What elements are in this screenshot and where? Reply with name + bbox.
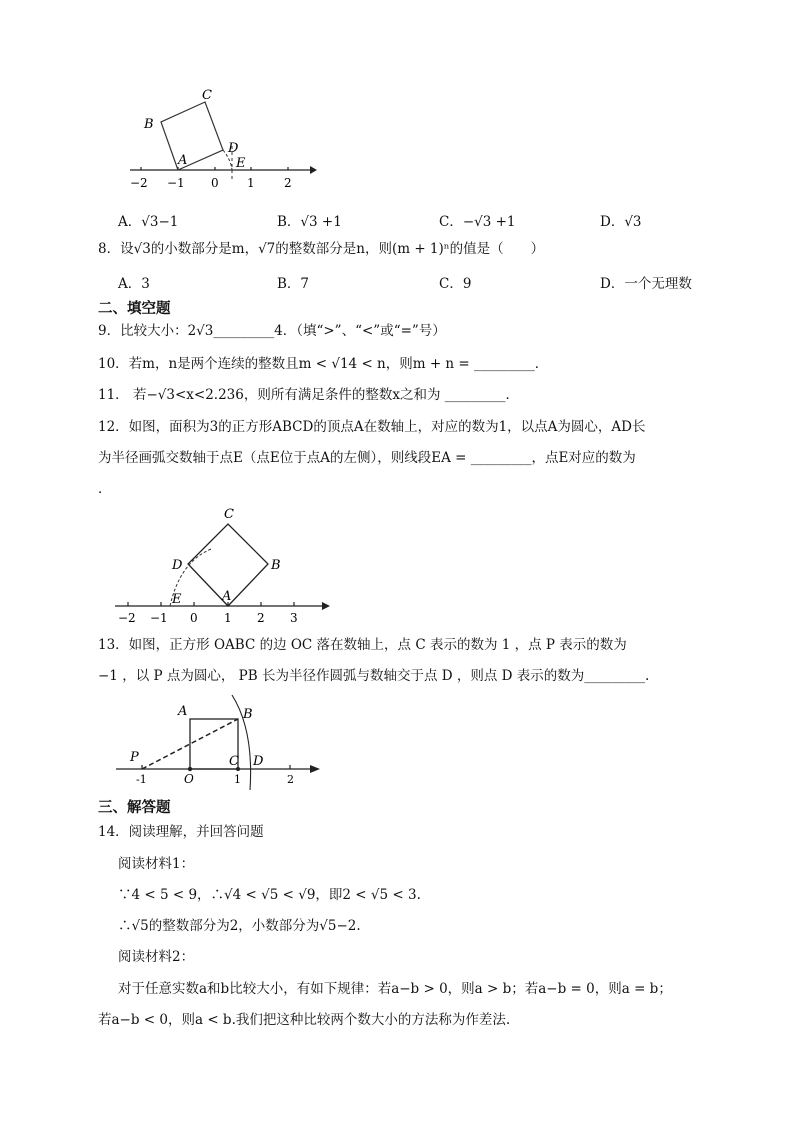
q14-title: 14．阅读理解，并回答问题 [98, 824, 264, 840]
section-heading-fill-blank: 二、填空题 [98, 300, 171, 317]
label-d: D [172, 558, 183, 573]
tick-label: −2 [118, 611, 136, 625]
q12-line2: 为半径画弧交数轴于点E（点E位于点A的左侧），则线段EA = _________，点E对应的数为 [98, 450, 636, 466]
q13-line2: −1 ，以 P 点为圆心， PB 长为半径作圆弧与数轴交于点 D ，则点 D 表示的数为_________. [98, 668, 650, 684]
tick-label: 0 [211, 176, 219, 190]
label-e: E [236, 156, 246, 171]
axis-arrow [322, 602, 330, 610]
q14-material1-title: 阅读材料1： [118, 856, 195, 872]
q12-line3: ． [98, 481, 112, 497]
label-b: B [144, 117, 154, 132]
label-d: D [253, 754, 264, 769]
q7-option-d: D．√3 [600, 214, 642, 230]
label-e: E [172, 592, 182, 607]
axis-arrow [310, 166, 317, 174]
label-a: A [178, 153, 188, 168]
label-c: C [229, 754, 239, 769]
tick-label: −2 [130, 176, 148, 190]
tick-label: 2 [257, 611, 265, 625]
tick-label: 0 [190, 611, 198, 625]
label-c: C [224, 507, 234, 522]
q10: 10．若m，n是两个连续的整数且m < √14 < n，则m + n = _________． [98, 356, 549, 372]
figure-q7 [125, 82, 325, 194]
q14-material2-line1: 对于任意实数a和b比较大小，有如下规律：若a−b > 0，则a > b；若a−b = 0，则a = b； [118, 981, 672, 997]
axis-arrow [310, 765, 320, 773]
q8-option-a: A．3 [118, 276, 150, 292]
q14-material1-line2: ∴√5的整数部分为2，小数部分为√5−2. [118, 918, 361, 934]
tick-label: -1 [136, 773, 147, 786]
q8-stem: 8．设√3的小数部分是m，√7的整数部分是n，则(m + 1)ⁿ的值是（ ） [98, 241, 545, 257]
q7-option-a: A．√3−1 [118, 214, 179, 230]
label-a: A [222, 589, 232, 604]
label-c: C [202, 88, 212, 103]
tick-label: 1 [247, 176, 255, 190]
q7-option-c: C．−√3 +1 [439, 214, 516, 230]
point-o [188, 767, 192, 771]
tick-label: 3 [290, 611, 298, 625]
label-p: P [130, 750, 139, 765]
section-heading-solve: 三、解答题 [98, 799, 171, 816]
q8-option-d: D．一个无理数 [600, 276, 692, 292]
q8-option-b: B．7 [277, 276, 310, 292]
tick-label: 2 [287, 773, 294, 786]
q7-option-b: B．√3 +1 [277, 214, 342, 230]
q13-line1: 13．如图，正方形 OABC 的边 OC 落在数轴上，点 C 表示的数为 1 ，点 P 表示的数为 [98, 637, 627, 653]
tick-label: −1 [150, 611, 168, 625]
label-o: O [184, 772, 194, 786]
figure-q13 [112, 690, 328, 790]
square-abcd [161, 102, 223, 170]
q14-material2-title: 阅读材料2： [118, 949, 195, 965]
q12-line1: 12．如图，面积为3的正方形ABCD的顶点A在数轴上，对应的数为1，以点A为圆心，AD长 [98, 419, 646, 435]
label-b: B [271, 558, 281, 573]
q11: 11． 若−√3<x<2.236，则所有满足条件的整数x之和为 _________． [98, 387, 520, 403]
figure-q12 [110, 502, 340, 630]
tick-label: 1 [224, 611, 232, 625]
tick-label: −1 [167, 176, 185, 190]
q8-option-c: C．9 [439, 276, 472, 292]
tick-label: 1 [234, 773, 241, 786]
tick-label: 2 [284, 176, 292, 190]
q9: 9．比较大小：2√3_________4．（填“>”、“<”或“=”号） [98, 323, 446, 339]
q14-material1-line1: ∵4 < 5 < 9，∴√4 < √5 < √9，即2 < √5 < 3. [118, 887, 421, 903]
label-b: B [243, 707, 253, 722]
label-a: A [178, 704, 188, 719]
q14-material2-line2: 若a−b < 0，则a < b.我们把这种比较两个数大小的方法称为作差法. [98, 1012, 511, 1028]
label-d: D [228, 141, 239, 156]
